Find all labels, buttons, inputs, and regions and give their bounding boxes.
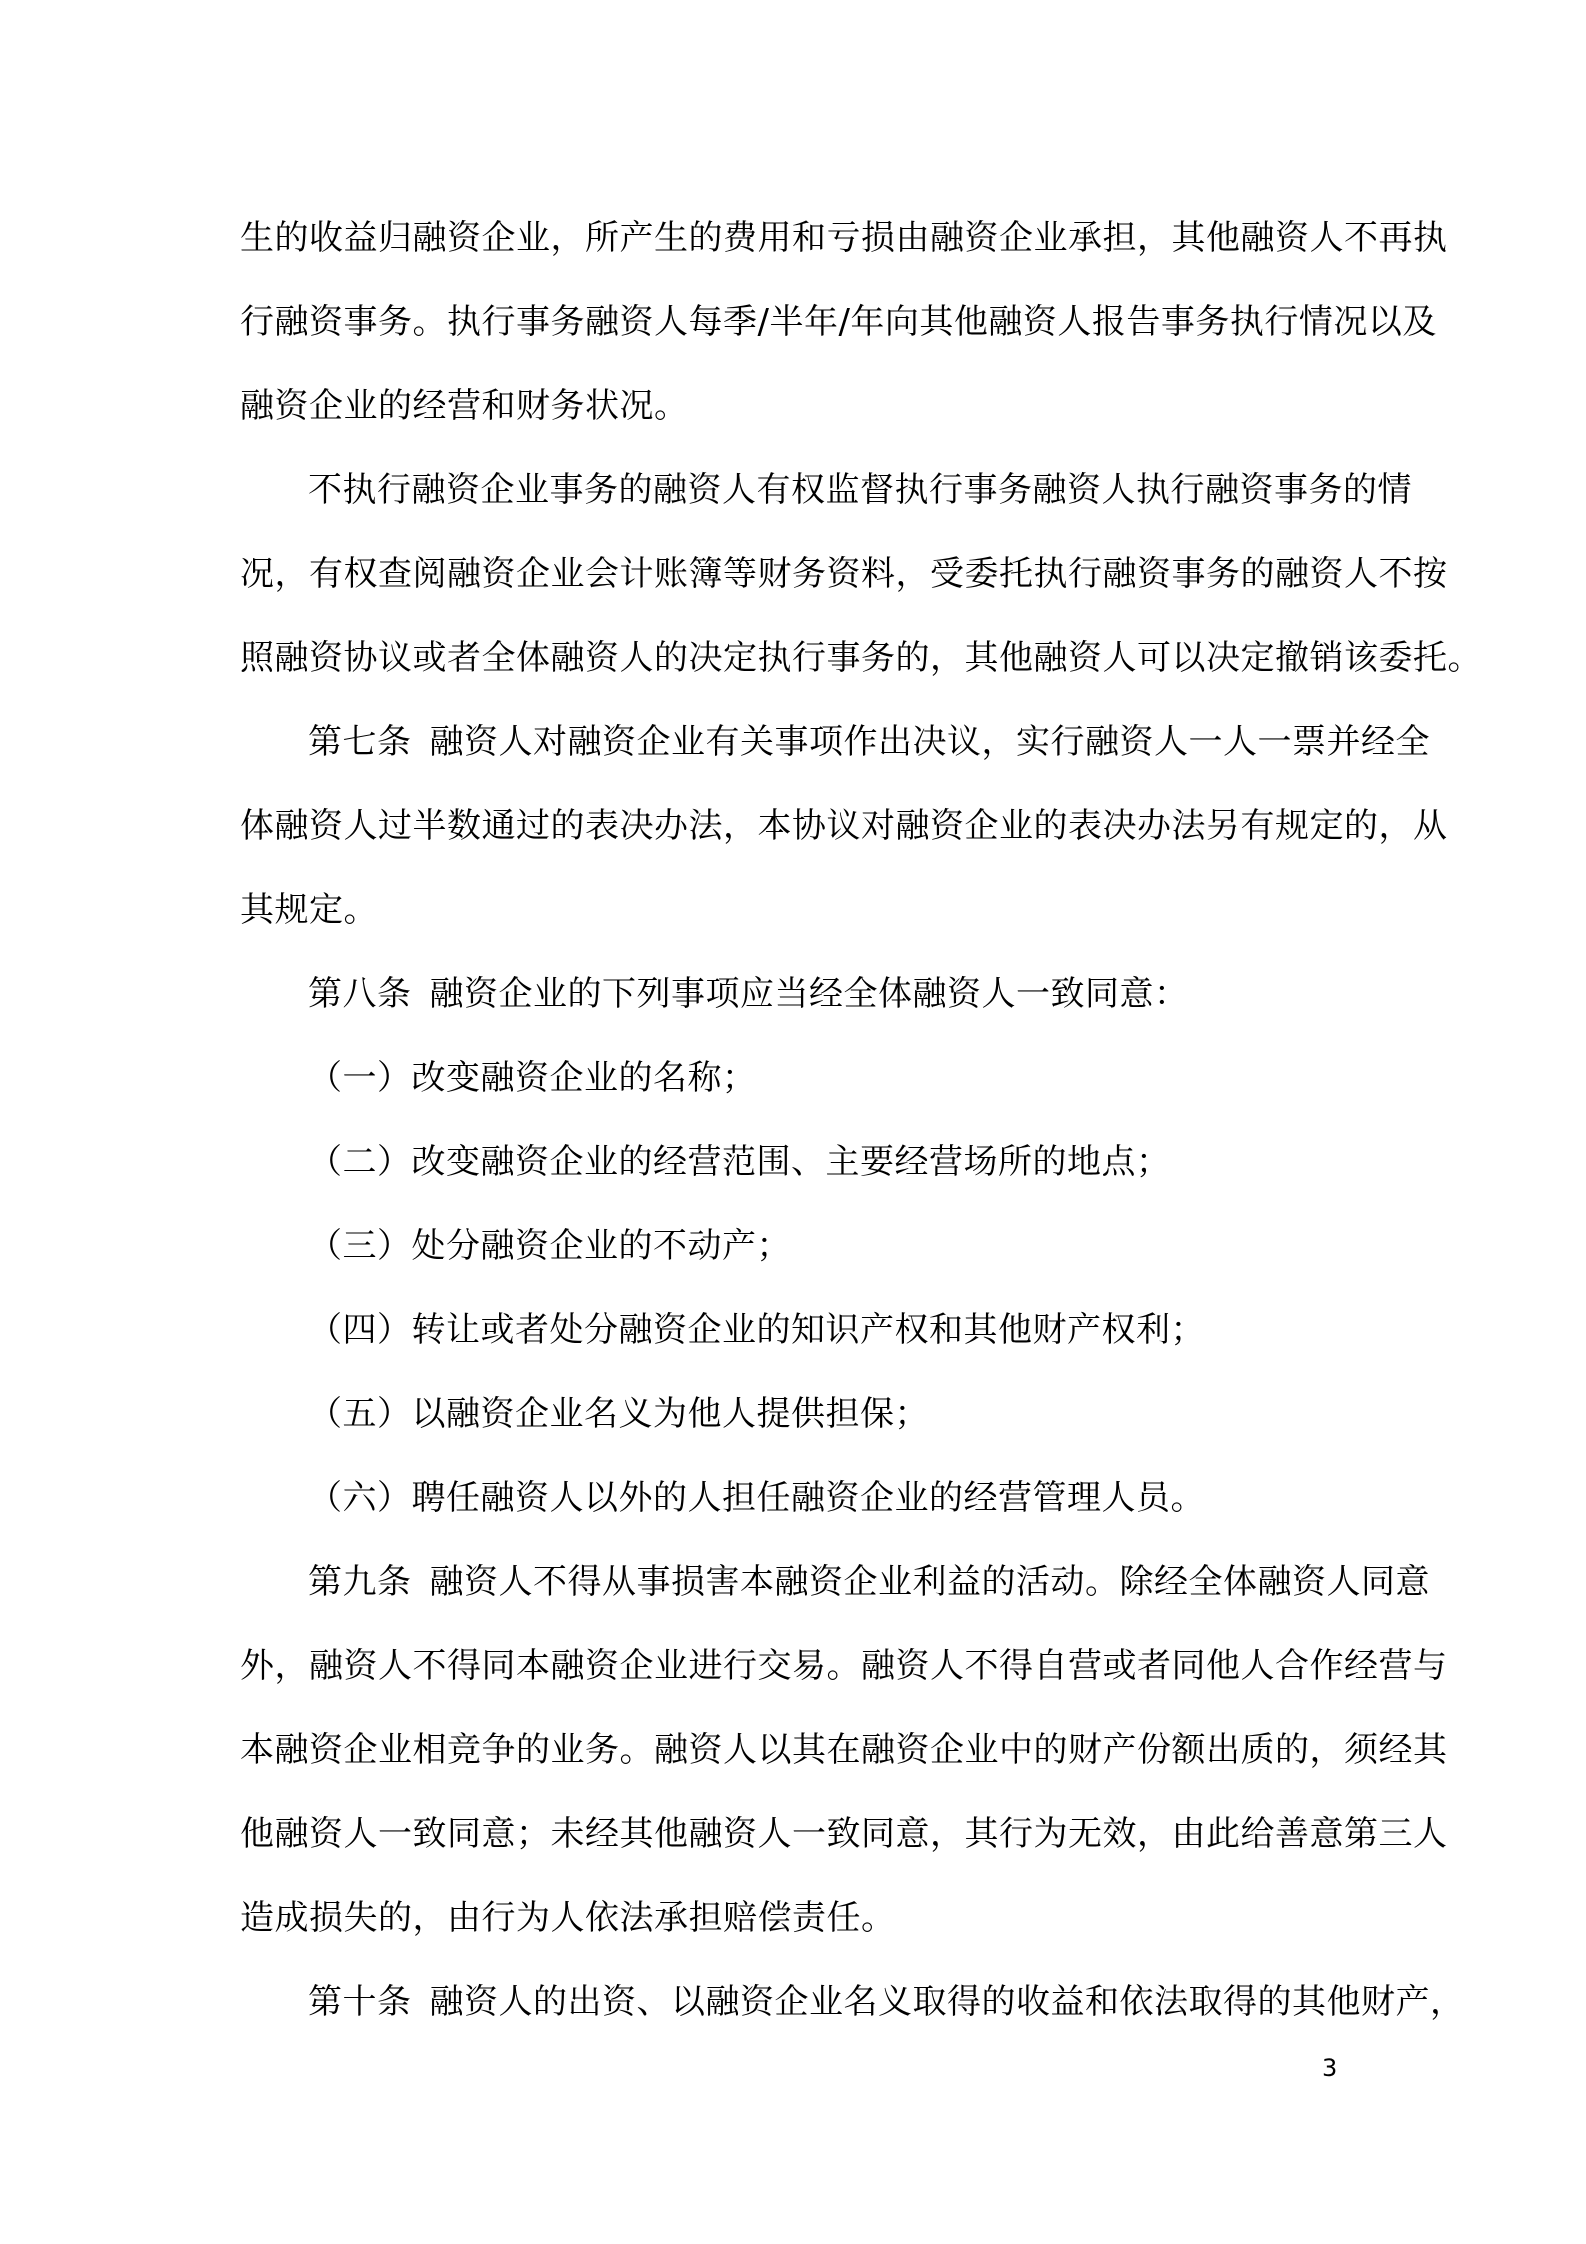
article-9 [240, 1540, 1448, 1960]
list-item [240, 1120, 1360, 1204]
list-item-text: （六）聘任融资人以外的人担任融资企业的经营管理人员。 [308, 1478, 1205, 1518]
article-text: 融资人对融资企业有关事项作出决议，实行融资人一人一票并经全 [429, 722, 1430, 762]
article-label: 第七条 [308, 722, 412, 762]
text-line [240, 700, 1430, 784]
article-label: 第九条 [308, 1562, 412, 1602]
text-line: 况，有权查阅融资企业会计账簿等财务资料，受委托执行融资事务的融资人不按 [240, 554, 1448, 594]
article-text: 融资企业的下列事项应当经全体融资人一致同意： [429, 974, 1189, 1014]
text-line: 他融资人一致同意；未经其他融资人一致同意，其行为无效，由此给善意第三人 [240, 1814, 1448, 1854]
paragraph-continuation [240, 196, 1448, 448]
text-line: 不执行融资企业事务的融资人有权监督执行事务融资人执行融资事务的情 [308, 470, 1412, 510]
list-item-text: （一）改变融资企业的名称； [308, 1058, 757, 1098]
text-line [240, 952, 1360, 1036]
list-item-text: （三）处分融资企业的不动产； [308, 1226, 791, 1266]
page-number: 3 [1322, 2054, 1338, 2082]
text-line: 外，融资人不得同本融资企业进行交易。融资人不得自营或者同他人合作经营与 [240, 1646, 1448, 1686]
article-label: 第十条 [308, 1982, 412, 2022]
list-item-text: （二）改变融资企业的经营范围、主要经营场所的地点； [308, 1142, 1171, 1182]
text-line: 造成损失的，由行为人依法承担赔偿责任。 [240, 1898, 896, 1938]
article-7 [240, 700, 1448, 952]
document-body [240, 196, 1482, 2044]
paragraph-supervision [240, 448, 1482, 700]
article-8 [240, 952, 1360, 1036]
article-label: 第八条 [308, 974, 412, 1014]
text-line: 本融资企业相竞争的业务。融资人以其在融资企业中的财产份额出质的，须经其 [240, 1730, 1448, 1770]
text-line [240, 1960, 1465, 2044]
list-item-text: （四）转让或者处分融资企业的知识产权和其他财产权利； [308, 1310, 1205, 1350]
text-line: 融资企业的经营和财务状况。 [240, 386, 689, 426]
text-line: 生的收益归融资企业，所产生的费用和亏损由融资企业承担，其他融资人不再执 [240, 218, 1448, 258]
list-item [240, 1456, 1360, 1540]
text-line: 照融资协议或者全体融资人的决定执行事务的，其他融资人可以决定撤销该委托。 [240, 638, 1482, 678]
list-item-text: （五）以融资企业名义为他人提供担保； [308, 1394, 929, 1434]
text-line: 行融资事务。执行事务融资人每季/半年/年向其他融资人报告事务执行情况以及 [240, 302, 1437, 342]
article-10 [240, 1960, 1465, 2044]
list-item [240, 1036, 1360, 1120]
text-line: 体融资人过半数通过的表决办法，本协议对融资企业的表决办法另有规定的，从 [240, 806, 1448, 846]
article-text: 融资人不得从事损害本融资企业利益的活动。除经全体融资人同意 [429, 1562, 1430, 1602]
text-line: 其规定。 [240, 890, 378, 930]
list-item [240, 1372, 1360, 1456]
list-item [240, 1288, 1360, 1372]
list-item [240, 1204, 1360, 1288]
article-text: 融资人的出资、以融资企业名义取得的收益和依法取得的其他财产， [429, 1982, 1465, 2022]
text-line [240, 1540, 1430, 1624]
